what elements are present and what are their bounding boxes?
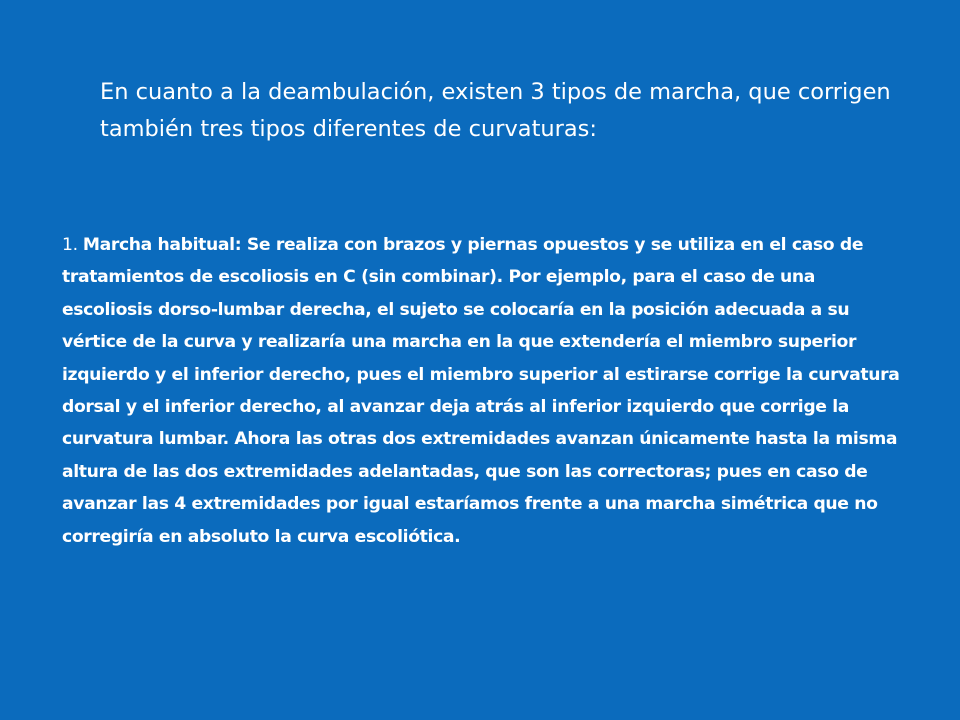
list-item: [62, 229, 907, 553]
list-item-text: Marcha habitual: Se realiza con brazos y piernas opuestos y se utiliza en el caso de tratamientos de escoliosis en C (sin combinar). Por ejemplo, para el caso de una escoliosis dorso-lumbar derecha, el sujeto se colocaría en la posición adecuada a su vértice de la curva y realizaría una marcha en la que extendería el miembro superior izquierdo y el inferior derecho, pues el miembro superior al estirarse corrige la curvatura dorsal y el inferior derecho, al avanzar deja atrás al inferior izquierdo que corrige la curvatura lumbar. Ahora las otras dos extremidades avanzan únicamente hasta la misma altura de las dos extremidades adelantadas, que son las correctoras; pues en caso de avanzar las 4 extremidades por igual estaríamos frente a una marcha simétrica que no corregiría en absoluto la curva escoliótica.: [62, 235, 900, 547]
slide-title: En cuanto a la deambulación, existen 3 tipos de marcha, que corrigen también tres tipos diferentes de curvaturas:: [100, 79, 891, 142]
list-item-number: 1.: [62, 235, 83, 255]
